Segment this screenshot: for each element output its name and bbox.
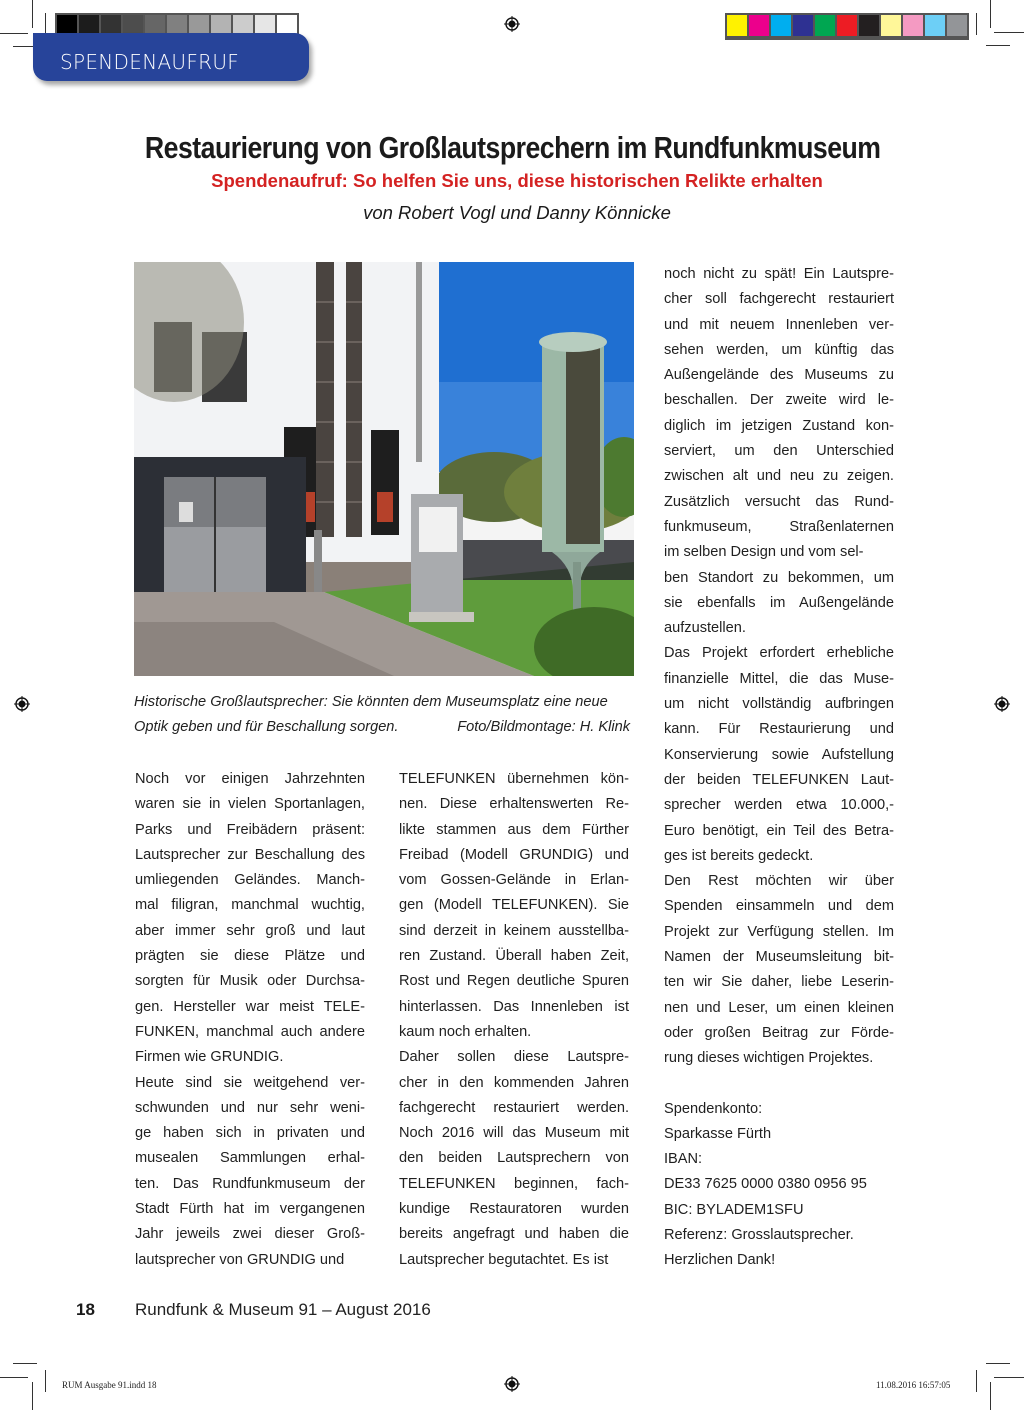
registration-mark-icon (504, 1376, 520, 1392)
body-text-line: kundige Restauratoren wurden (399, 1201, 629, 1218)
body-text-line: likte stammen aus dem Fürther (399, 821, 629, 838)
body-column-3 (664, 262, 894, 1274)
timestamp-slug: 11.08.2016 16:57:05 (876, 1380, 951, 1390)
body-text-line: zwischen alt und neu zu zeigen. (664, 468, 894, 485)
body-text-line: sorgten für Musik oder Durchsa- (135, 973, 365, 990)
body-text-line: oder großen Beitrag zur Förde- (664, 1024, 894, 1041)
color-swatch (925, 15, 945, 36)
crop-mark (45, 1370, 46, 1392)
crop-mark (986, 1363, 1010, 1364)
body-column-2 (399, 767, 629, 1273)
body-column-1 (135, 767, 365, 1273)
color-swatch (947, 15, 967, 36)
page-number: 18 (76, 1300, 95, 1319)
body-text-line: Euro benötigt, ein Teil des Betra- (664, 822, 894, 839)
body-text-line: rung dieses wichtigen Projektes. (664, 1050, 874, 1067)
body-text-line: Noch 2016 will das Museum mit (399, 1125, 629, 1142)
body-text-line: Außengelände des Museums zu (664, 367, 894, 384)
body-text-line: Stadt Fürth hat im vergangenen (135, 1201, 365, 1218)
crop-mark (976, 1370, 977, 1392)
registration-mark-icon (994, 696, 1010, 712)
body-text-line: diglich im jetzigen Zustand kon- (664, 417, 894, 434)
body-text-line: Namen der Museumsleitung bit- (664, 949, 894, 966)
section-label: SPENDENAUFRUF (60, 50, 240, 74)
caption-line: Historische Großlautsprecher: Sie könnten dem Museumsplatz eine neue (134, 694, 608, 710)
body-text-line: um nicht vollständig aufbringen (664, 696, 894, 713)
iban-value: DE33 7625 0000 0380 0956 95 (664, 1176, 867, 1193)
body-text-line: Zusätzlich versucht das Rund- (664, 493, 894, 510)
color-swatch (771, 15, 791, 36)
article-photo (134, 262, 634, 676)
body-text-line: ges ist bereits gedeckt. (664, 847, 814, 864)
caption-line: Optik geben und für Beschallung sorgen. (134, 719, 399, 735)
body-text-line: Jahr jeweils zwei dieser Groß- (135, 1226, 365, 1243)
body-text-line: umliegenden Geländes. Manch- (135, 872, 365, 889)
body-text-line: ten. Das Rundfunkmuseum der (135, 1175, 365, 1192)
body-text-line: vom Gossen-Gelände in Erlan- (399, 872, 629, 889)
body-text-line: gen (Modell TELEFUNKEN). Sie (399, 897, 629, 914)
crop-mark (976, 13, 977, 35)
reference: Referenz: Grosslautsprecher. (664, 1226, 854, 1243)
body-text-line: lautsprecher von GRUNDIG und (135, 1251, 345, 1268)
magazine-issue: Rundfunk & Museum 91 – August 2016 (135, 1300, 431, 1319)
body-text-line: TELEFUNKEN übernehmen kön- (399, 771, 629, 787)
body-text-line: Lautsprecher begutachtet. Es ist (399, 1251, 609, 1268)
body-text-line: bereits angefragt und haben die (399, 1226, 629, 1243)
body-text-line: gen. Hersteller war meist TELE- (135, 998, 365, 1015)
file-slug: RUM Ausgabe 91.indd 18 (62, 1380, 157, 1390)
body-text-line: sehen werden, um künftig das (664, 341, 894, 358)
iban-label: IBAN: (664, 1151, 703, 1168)
registration-mark-icon (504, 16, 520, 32)
crop-mark (990, 0, 991, 28)
body-text-line: Lautsprecher zur Beschallung des (135, 846, 365, 863)
body-text-line: aufzustellen. (664, 620, 746, 637)
museum-photo-illustration (134, 262, 634, 676)
body-text-line: kaum noch erhalten. (399, 1023, 532, 1040)
donation-box (664, 1097, 894, 1274)
body-text-line: schwunden und nur sehr weni- (135, 1099, 365, 1116)
body-text-line: sie ebenfalls im Außengelände (664, 594, 894, 611)
section-tab (33, 33, 309, 81)
body-text-line: Spenden einsammeln und dem (664, 898, 894, 915)
bank-name: Sparkasse Fürth (664, 1125, 772, 1142)
registration-mark-icon (14, 696, 30, 712)
color-swatch (793, 15, 813, 36)
process-color-bar (725, 13, 969, 40)
body-text-line: ten wir Sie daher, liebe Leserin- (664, 974, 894, 991)
photo-credit: Foto/Bildmontage: H. Klink (457, 719, 630, 735)
bic-value: BIC: BYLADEM1SFU (664, 1201, 804, 1218)
body-text-line: aber immer sehr groß und laut (135, 922, 365, 939)
body-text-line: cher soll fachgerecht restauriert (664, 291, 894, 308)
body-text-line: waren sie in vielen Sportanlagen, (135, 796, 365, 813)
color-swatch (881, 15, 901, 36)
crop-mark (994, 32, 1024, 33)
body-text-line: finanzielle Mittel, die das Muse- (664, 670, 894, 687)
body-text-line: TELEFUNKEN beginnen, fach- (399, 1175, 629, 1192)
body-text-line: ben Standort zu bekommen, um (664, 569, 894, 586)
body-text-line: cher in den kommenden Jahren (399, 1074, 629, 1091)
color-swatch (837, 15, 857, 36)
body-text-line: funkmuseum, Straßenlaternen (664, 518, 894, 535)
body-text-line: fachgerecht restauriert werden. (399, 1099, 629, 1116)
body-text-line: hinterlassen. Das Innenleben ist (399, 998, 629, 1015)
body-text-line: im selben Design und vom sel- (664, 544, 864, 561)
body-text-line: Rost und Regen deutliche Spuren (399, 973, 629, 990)
color-swatch (859, 15, 879, 36)
body-text-line: ren Zustand. Überall haben Zeit, (399, 948, 629, 965)
body-text-line: Das Projekt erfordert erhebliche (664, 645, 894, 662)
article-byline: von Robert Vogl und Danny Könnicke (363, 202, 671, 223)
body-text-line: Firmen wie GRUNDIG. (135, 1049, 284, 1066)
color-swatch (727, 15, 747, 36)
article-subtitle: Spendenaufruf: So helfen Sie uns, diese historischen Relikte erhalten (211, 170, 823, 191)
color-swatch (749, 15, 769, 36)
body-text-line: Heute sind sie weitgehend ver- (135, 1074, 365, 1091)
color-swatch (903, 15, 923, 36)
body-text-line: mal filigran, manchmal wuchtig, (135, 897, 365, 914)
body-text-line: nen und Leser, um einen kleinen (664, 999, 894, 1016)
crop-mark (32, 1382, 33, 1410)
body-text-line: prägten sie diese Plätze und (135, 948, 365, 965)
body-text-line: serviert, um den Unterschied (664, 443, 894, 460)
crop-mark (13, 1363, 37, 1364)
body-text-line: sprecher werden etwa 10.000,- (664, 797, 894, 814)
body-text-line: sind derzeit in keinem ausstellba- (399, 922, 629, 939)
body-text-line: noch nicht zu spät! Ein Lautspre- (664, 266, 894, 282)
body-text-line: ge haben sich in privaten und (135, 1125, 365, 1142)
photo-caption (134, 690, 630, 740)
crop-mark (32, 0, 33, 28)
body-text-line: nen. Diese erhaltenswerten Re- (399, 796, 629, 813)
body-text-line: beschallen. Der zweite wird le- (664, 392, 894, 409)
article-title: Restaurierung von Großlautsprechern im Rundfunkmuseum (144, 130, 881, 165)
body-text-line: Projekt zur Verfügung stellen. Im (664, 923, 894, 940)
body-text-line: und mit neuem Innenleben ver- (664, 316, 894, 333)
thanks: Herzlichen Dank! (664, 1252, 776, 1269)
crop-mark (994, 1377, 1024, 1378)
crop-mark (986, 45, 1010, 46)
body-text-line: Noch vor einigen Jahrzehnten (135, 771, 365, 787)
body-text-line: Freibad (Modell GRUNDIG) und (399, 846, 629, 863)
donation-heading: Spendenkonto: (664, 1100, 763, 1117)
crop-mark (0, 1377, 28, 1378)
body-text-line: Daher sollen diese Lautspre- (399, 1049, 629, 1066)
body-text-line: FUNKEN, manchmal auch andere (135, 1023, 365, 1040)
body-text-line: den beiden Lautsprechern von (399, 1150, 629, 1167)
body-text-line: Konservierung sowie Aufstellung (664, 746, 894, 763)
crop-mark (0, 33, 28, 34)
body-text-line: Parks und Freibädern präsent: (135, 821, 365, 838)
color-swatch (815, 15, 835, 36)
body-text-line: kann. Für Restaurierung und (664, 721, 894, 738)
crop-mark (45, 13, 46, 35)
body-text-line: musealen Sammlungen erhal- (135, 1150, 365, 1167)
body-text-line: Den Rest möchten wir über (664, 873, 894, 890)
crop-mark (990, 1382, 991, 1410)
body-text-line: der beiden TELEFUNKEN Laut- (664, 771, 894, 788)
